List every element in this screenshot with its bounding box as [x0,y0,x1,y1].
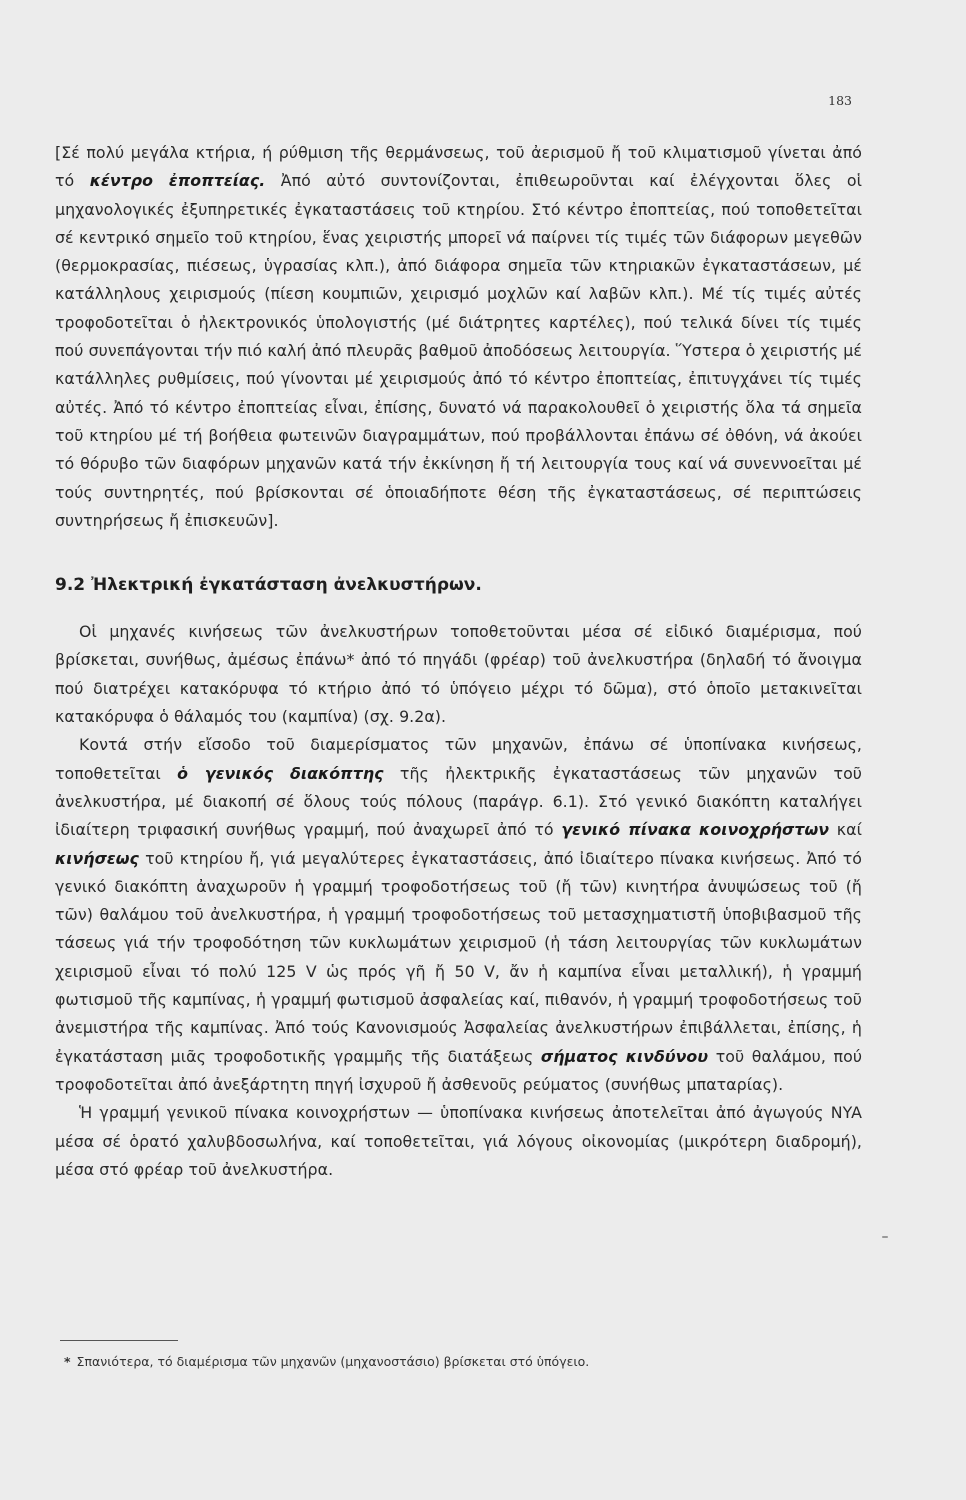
paragraph-main-switch [55,731,862,1099]
emphasis-alarm-signal: σήματος κινδύνου [540,1046,709,1066]
section-number: 9.2 [55,575,86,596]
emphasis-main-switch: ὁ γενικός διακόπτης [177,763,384,783]
page-content [55,139,862,1184]
text-run: Ἀπό αὐτό συντονίζονται, ἐπιθεωροῦνται καί ἐλέγχονται ὅλες οἱ μηχανολογικές ἐξυπηρετικές ἐγκαταστάσεις τοῦ κτηρίου. Στό κέντρο ἐποπτείας, πού τοποθετεῖται σέ κεντρικό σημεῖο τοῦ κτηρίου, ἕνας χειριστής μπορεῖ νά παίρνει τίς τιμές τῶν διάφορων μεγεθῶν (θερμοκρασίας, πιέσεως, ὑγρασίας κλπ.), ἀπό διάφορα σημεῖα τῶν κτηριακῶν ἐγκαταστάσεων, μέ κατάλληλους χειρισμούς (πίεση κουμπιῶν, χειρισμό μοχλῶν καί λαβῶν κλπ.). Μέ τίς τιμές αὐτές τροφοδοτεῖται ὁ ἠλεκτρονικός ὑπολογιστής (μέ διάτρητες καρτέλες), πού τελικά δίνει τίς τιμές πού συνεπάγονται τήν πιό καλή ἀπό πλευρᾶς βαθμοῦ ἀποδόσεως λειτουργία. Ὕστερα ὁ χειριστής μέ κατάλληλες ρυθμίσεις, πού γίνονται μέ χειρισμούς ἀπό τό κέντρο ἐποπτείας, ἐπιτυγχάνει τίς τιμές αὐτές. Ἀπό τό κέντρο ἐποπτείας εἶναι, ἐπίσης, δυνατό νά παρακολουθεῖ ὁ χειριστής ὅλα τά σημεῖα τοῦ κτηρίου μέ τή βοήθεια φωτεινῶν διαγραμμάτων, πού προβάλλονται ἐπάνω σέ ὀθόνη, νά ἀκούει τό θόρυβο τῶν διαφόρων μηχανῶν κατά τήν ἐκκίνηση ἤ τή λειτουργία τους καί νά συνεννοεῖται μέ τούς συντηρητές, πού βρίσκονται σέ ὁποιαδήποτε θέση τῆς ἐγκαταστάσεως, σέ περιπτώσεις συντηρήσεως ἤ ἐπισκευῶν]. [55,171,862,530]
emphasis-motion: κινήσεως [55,848,139,868]
section-heading [55,572,862,598]
emphasis-control-center: κέντρο ἐποπτείας. [89,171,266,191]
paragraph-machine-room: Οἱ μηχανές κινήσεως τῶν ἀνελκυστήρων τοποθετοῦνται μέσα σέ εἰδικό διαμέρισμα, πού βρίσκεται, συνήθως, ἀμέσως ἐπάνω* ἀπό τό πηγάδι (φρέαρ) τοῦ ἀνελκυστήρα (δηλαδή τό ἄνοιγμα πού διατρέχει κατακόρυφα τό κτήριο ἀπό τό ὑπόγειο μέχρι τό δῶμα), στό ὁποῖο μετακινεῖται κατακόρυφα ὁ θάλαμός του (καμπίνα) (σχ. 9.2α). [55,622,862,727]
text-run: τοῦ θαλάμου, πού τροφοδοτεῖται ἀπό ἀνεξάρτητη πηγή ἰσχυροῦ ἤ ἀσθενοῦς ρεύματος (συνήθως μπαταρίας). [55,1046,863,1094]
footnote-divider [60,1340,178,1341]
text-run: τοῦ κτηρίου ἤ, γιά μεγαλύτερες ἐγκαταστάσεις, ἀπό ἰδιαίτερο πίνακα κινήσεως. Ἀπό τό γενικό διακόπτη ἀναχωροῦν ἡ γραμμή τροφοδοτήσεως τοῦ (ἤ τῶν) κινητήρα ἀνυψώσεως τοῦ (ἤ τῶν) θαλάμου τοῦ ἀνελκυστήρα, ἡ γραμμή τροφοδοτήσεως τοῦ μετασχηματιστῆ ὑποβιβασμοῦ τῆς τάσεως γιά τήν τροφοδότηση τῶν κυκλωμάτων χειρισμοῦ (ἡ τάση λειτουργίας τῶν κυκλωμάτων χειρισμοῦ εἶναι τό πολύ 125 V ὡς πρός γῆ ἤ 50 V, ἄν ἡ καμπίνα εἶναι μεταλλική), ἡ γραμμή φωτισμοῦ τῆς καμπίνας, ἡ γραμμή φωτισμοῦ ἀσφαλείας καί, πιθανόν, ἡ γραμμή τροφοδοτήσεως τοῦ ἀνεμιστήρα τῆς καμπίνας. Ἀπό τούς Κανονισμούς Ἀσφαλείας ἀνελκυστήρων ἐπιβάλλεται, ἐπίσης, ἡ ἐγκατάσταση μιᾶς τροφοδοτικῆς γραμμῆς τῆς διατάξεως [55,848,862,1066]
scan-mark [882,1236,888,1238]
paragraph-control-center [55,139,862,535]
section-title: Ἠλεκτρική ἐγκατάσταση ἀνελκυστήρων. [91,575,482,596]
paragraph-supply-line: Ἡ γραμμή γενικοῦ πίνακα κοινοχρήστων — ὑποπίνακα κινήσεως ἀποτελεῖται ἀπό ἀγωγούς NYA μέσα σέ ὁρατό χαλυβδοσωλήνα, καί τοποθετεῖται, γιά λόγους οἰκονομίας (μικρότερη διαδρομή), μέσα στό φρέαρ τοῦ ἀνελκυστήρα. [55,1103,862,1179]
text-run: τῆς ἠλεκτρικῆς ἐγκαταστάσεως τῶν μηχανῶν τοῦ ἀνελκυστήρα, μέ διακοπή σέ ὅλους τούς πόλους (παράγρ. 6.1). Στό γενικό διακόπτη καταλήγει ἰδιαίτερη τριφασική συνήθως γραμμή, πού ἀναχωρεῖ ἀπό τό [55,763,862,840]
footnote [64,1353,844,1371]
text-run: καί [829,820,862,840]
emphasis-common-panel: γενικό πίνακα κοινοχρήστων [561,820,830,840]
footnote-text: Σπανιότερα, τό διαμέρισμα τῶν μηχανῶν (μηχανοστάσιο) βρίσκεται στό ὑπόγειο. [76,1354,590,1369]
footnote-mark: * [64,1354,71,1369]
text-run: Κοντά στήν εἴσοδο τοῦ διαμερίσματος τῶν μηχανῶν, ἐπάνω σέ ὑποπίνακα κινήσεως, τοποθετεῖται [55,735,862,783]
page-number: 183 [828,93,852,108]
text-run: [Σέ πολύ μεγάλα κτήρια, ή ρύθμιση τῆς θερμάνσεως, τοῦ ἀερισμοῦ ἤ τοῦ κλιματισμοῦ γίνεται ἀπό τό [55,143,862,191]
